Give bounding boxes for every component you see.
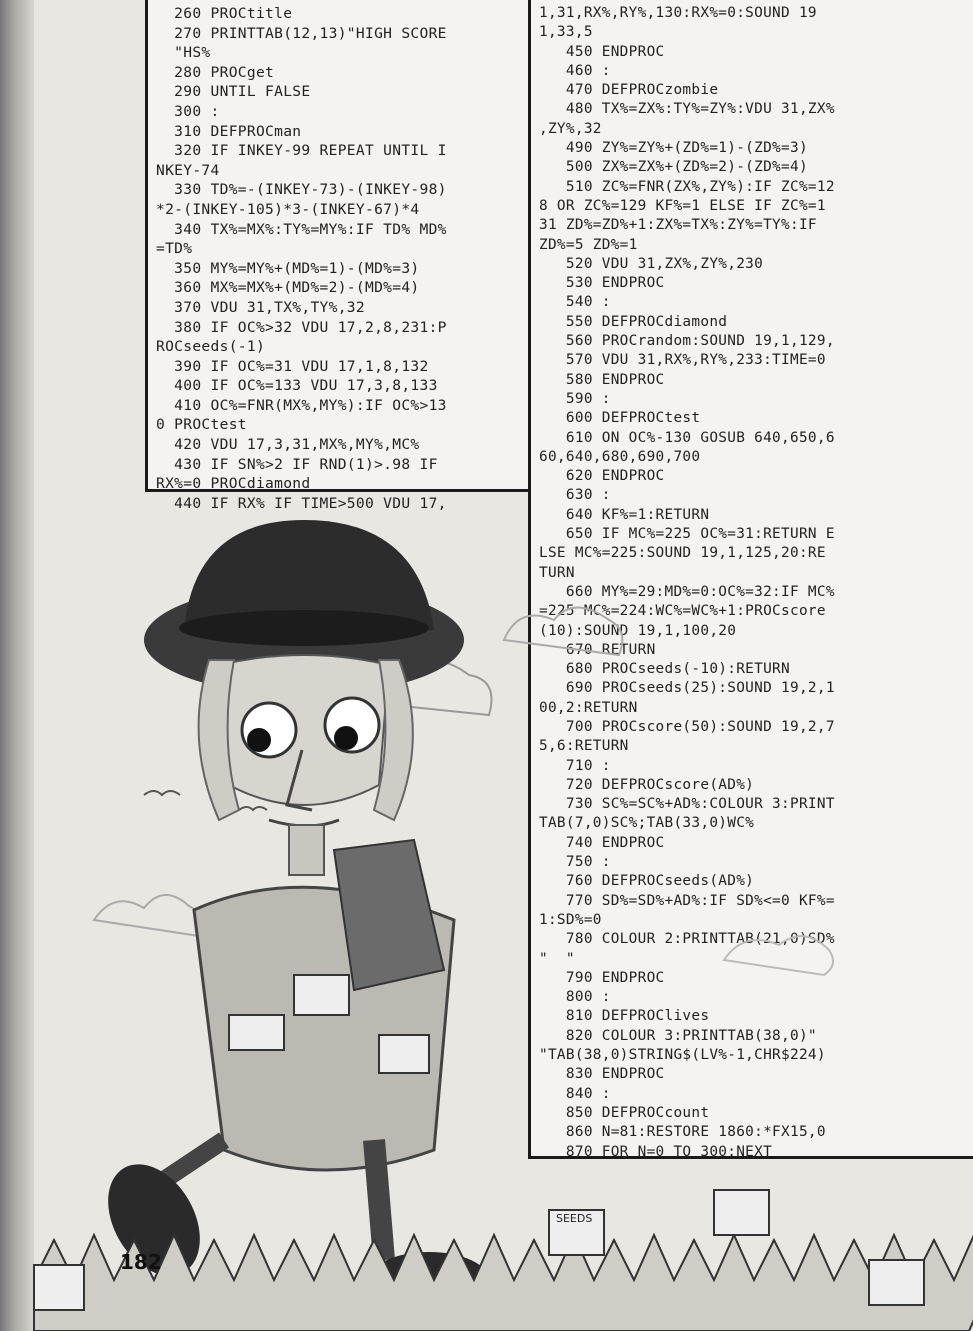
code-line: 380 IF OC%>32 VDU 17,2,8,231:P xyxy=(156,318,447,336)
code-line: 580 ENDPROC xyxy=(539,371,665,388)
code-line: "HS% xyxy=(156,44,211,62)
code-line: 850 DEFPROCcount xyxy=(539,1104,710,1121)
code-line: 730 SC%=SC%+AD%:COLOUR 3:PRINT xyxy=(539,796,835,813)
code-line: 450 ENDPROC xyxy=(539,43,665,60)
code-line: 430 IF SN%>2 IF RND(1)>.98 IF xyxy=(156,455,438,473)
code-line: 330 TD%=-(INKEY-73)-(INKEY-98) xyxy=(156,181,447,199)
code-line: 710 : xyxy=(539,757,611,774)
code-line: 8 OR ZC%=129 KF%=1 ELSE IF ZC%=1 xyxy=(539,197,826,214)
code-line: TURN xyxy=(539,564,575,581)
code-line: =225 MC%=224:WC%=WC%+1:PROCscore xyxy=(539,603,826,620)
code-line: 500 ZX%=ZX%+(ZD%=2)-(ZD%=4) xyxy=(539,159,808,176)
code-line: 760 DEFPROCseeds(AD%) xyxy=(539,873,755,890)
page-number: 182 xyxy=(120,1250,162,1274)
code-line: 5,6:RETURN xyxy=(539,738,629,755)
code-line: 570 VDU 31,RX%,RY%,233:TIME=0 xyxy=(539,352,826,369)
book-gutter xyxy=(0,0,34,1331)
code-line: 400 IF OC%=133 VDU 17,3,8,133 xyxy=(156,377,438,395)
code-line: 350 MY%=MY%+(MD%=1)-(MD%=3) xyxy=(156,259,420,277)
code-line: 720 DEFPROCscore(AD%) xyxy=(539,776,755,793)
code-line: 290 UNTIL FALSE xyxy=(156,83,311,101)
code-line: 00,2:RETURN xyxy=(539,699,638,716)
code-line: 620 ENDPROC xyxy=(539,468,665,485)
code-line: 870 FOR N=0 TO 300:NEXT xyxy=(539,1143,773,1160)
code-line: 650 IF MC%=225 OC%=31:RETURN E xyxy=(539,526,835,543)
code-line: 630 : xyxy=(539,487,611,504)
code-line: 260 PROCtitle xyxy=(156,5,293,22)
code-line: " " xyxy=(539,950,575,967)
gardener-illustration xyxy=(34,490,969,1331)
code-line: 270 PRINTTAB(12,13)"HIGH SCORE xyxy=(156,24,447,42)
code-line: 860 N=81:RESTORE 1860:*FX15,0 xyxy=(539,1124,826,1141)
code-line: 790 ENDPROC xyxy=(539,969,665,986)
code-line: 560 PROCrandom:SOUND 19,1,129, xyxy=(539,333,835,350)
code-line: 460 : xyxy=(539,62,611,79)
code-line: 590 : xyxy=(539,390,611,407)
code-line: 600 DEFPROCtest xyxy=(539,410,701,427)
code-line: ZD%=5 ZD%=1 xyxy=(539,236,638,253)
code-line: RX%=0 PROCdiamond xyxy=(156,475,311,493)
code-line: 690 PROCseeds(25):SOUND 19,2,1 xyxy=(539,680,835,697)
code-line: 810 DEFPROClives xyxy=(539,1008,710,1025)
code-line: 370 VDU 31,TX%,TY%,32 xyxy=(156,298,365,316)
code-line: 1:SD%=0 xyxy=(539,911,602,928)
code-line: 700 PROCscore(50):SOUND 19,2,7 xyxy=(539,718,835,735)
code-line: 60,640,680,690,700 xyxy=(539,448,701,465)
code-line: 440 IF RX% IF TIME>500 VDU 17, xyxy=(156,494,447,512)
code-line: 780 COLOUR 2:PRINTTAB(21,0)SD% xyxy=(539,931,835,948)
code-line: =TD% xyxy=(156,240,193,258)
code-line: 340 TX%=MX%:TY%=MY%:IF TD% MD% xyxy=(156,220,447,238)
code-line: 740 ENDPROC xyxy=(539,834,665,851)
code-line: 530 ENDPROC xyxy=(539,275,665,292)
code-line: 0 PROCtest xyxy=(156,416,247,434)
code-line: ,ZY%,32 xyxy=(539,120,602,137)
code-line: 550 DEFPROCdiamond xyxy=(539,313,728,330)
code-line: 830 ENDPROC xyxy=(539,1066,665,1083)
code-line: *2-(INKEY-105)*3-(INKEY-67)*4 xyxy=(156,200,420,218)
code-line: 520 VDU 31,ZX%,ZY%,230 xyxy=(539,255,764,272)
code-line: 680 PROCseeds(-10):RETURN xyxy=(539,661,790,678)
code-line: "TAB(38,0)STRING$(LV%-1,CHR$224) xyxy=(539,1047,826,1064)
code-line: 750 : xyxy=(539,854,611,871)
code-line: (10):SOUND 19,1,100,20 xyxy=(539,622,737,639)
code-line: ROCseeds(-1) xyxy=(156,338,266,356)
code-line: 280 PROCget xyxy=(156,63,275,81)
code-line: 670 RETURN xyxy=(539,641,656,658)
code-line: TAB(7,0)SC%;TAB(33,0)WC% xyxy=(539,815,755,832)
code-line: 820 COLOUR 3:PRINTTAB(38,0)" xyxy=(539,1027,817,1044)
code-line: 540 : xyxy=(539,294,611,311)
code-line: LSE MC%=225:SOUND 19,1,125,20:RE xyxy=(539,545,826,562)
code-line: 800 : xyxy=(539,989,611,1006)
code-line: 360 MX%=MX%+(MD%=2)-(MD%=4) xyxy=(156,279,420,297)
code-line: 770 SD%=SD%+AD%:IF SD%<=0 KF%= xyxy=(539,892,835,909)
code-line: 610 ON OC%-130 GOSUB 640,650,6 xyxy=(539,429,835,446)
code-line: 31 ZD%=ZD%+1:ZX%=TX%:ZY%=TY%:IF xyxy=(539,217,817,234)
seed-packet-label: SEEDS xyxy=(556,1212,593,1225)
code-line: 840 : xyxy=(539,1085,611,1102)
code-line: 320 IF INKEY-99 REPEAT UNTIL I xyxy=(156,142,447,160)
code-line: 1,31,RX%,RY%,130:RX%=0:SOUND 19 xyxy=(539,5,817,21)
code-line: NKEY-74 xyxy=(156,161,220,179)
code-line: 410 OC%=FNR(MX%,MY%):IF OC%>13 xyxy=(156,396,447,414)
code-line: 660 MY%=29:MD%=0:OC%=32:IF MC% xyxy=(539,583,835,600)
code-line: 510 ZC%=FNR(ZX%,ZY%):IF ZC%=12 xyxy=(539,178,835,195)
code-line: 420 VDU 17,3,31,MX%,MY%,MC% xyxy=(156,436,420,454)
code-line: 300 : xyxy=(156,102,220,120)
code-line: 1,33,5 xyxy=(539,24,593,41)
code-line: 470 DEFPROCzombie xyxy=(539,82,719,99)
code-line: 390 IF OC%=31 VDU 17,1,8,132 xyxy=(156,357,429,375)
code-line: 640 KF%=1:RETURN xyxy=(539,506,710,523)
code-listing-left xyxy=(145,0,555,512)
code-line: 490 ZY%=ZY%+(ZD%=1)-(ZD%=3) xyxy=(539,140,808,157)
code-line: 310 DEFPROCman xyxy=(156,122,302,140)
code-line: 480 TX%=ZX%:TY%=ZY%:VDU 31,ZX% xyxy=(539,101,835,118)
